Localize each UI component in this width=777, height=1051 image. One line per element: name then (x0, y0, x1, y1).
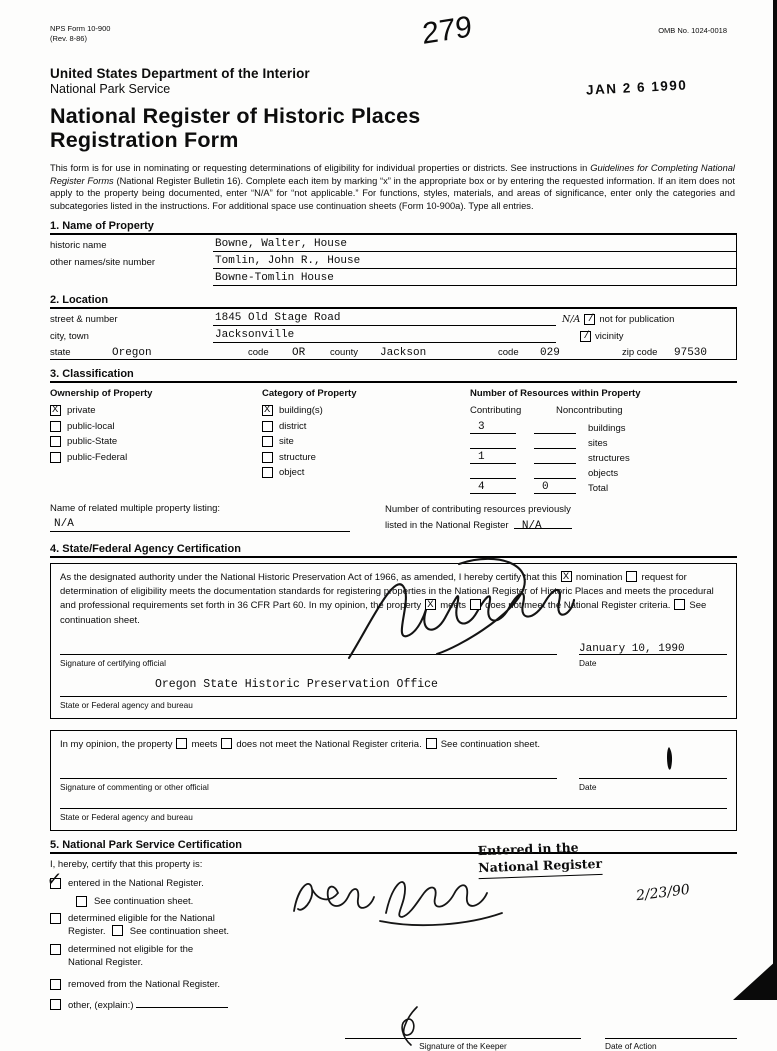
object-checkbox[interactable] (262, 467, 273, 478)
date-of-action-line (605, 1029, 737, 1039)
other-names-label: other names/site number (50, 257, 156, 269)
continuation-label-2: See continuation sheet. (440, 738, 540, 750)
contributing-buildings-value: 3 (470, 421, 516, 434)
continuation-checkbox-2[interactable] (426, 738, 437, 749)
category-option (262, 405, 470, 416)
site-checkbox[interactable] (262, 436, 273, 447)
private-label: private (67, 405, 96, 417)
continuation-checkbox[interactable] (674, 599, 685, 610)
district-label: district (279, 420, 307, 432)
date-of-action-label: Date of Action (605, 1040, 657, 1051)
noncontributing-objects-value (534, 478, 576, 479)
commenting-official-label: Signature of commenting or other official (60, 782, 209, 793)
related-listing-value: N/A (50, 518, 350, 532)
section5-heading: 5. National Park Service Certification (50, 839, 737, 854)
other-names-value-1: Tomlin, John R., House (213, 255, 736, 269)
not-eligible-label (68, 943, 193, 970)
meets-checkbox[interactable] (425, 599, 436, 610)
resources-header: Number of Resources within Property (470, 388, 641, 400)
not-for-publication-checkbox[interactable] (584, 314, 595, 325)
other-label: other, (explain:) (68, 999, 134, 1011)
district-checkbox[interactable] (262, 421, 273, 432)
instructions-paragraph (50, 162, 737, 212)
x-mark: X (52, 404, 59, 417)
buildings-label: building(s) (279, 405, 323, 417)
certifying-official-signature (341, 556, 576, 674)
category-option (262, 467, 470, 478)
date-label-2: Date (579, 782, 597, 793)
stamp-line-1: Entered in the (477, 839, 579, 859)
entered-continuation-label: See continuation sheet. (94, 895, 194, 907)
commenting-signature-line (60, 767, 557, 779)
na-handwritten: N/A (562, 314, 581, 326)
instructions-text-1: This form is for use in nominating or requesting determinations of eligibility for individual properties or districts. See instructions in (50, 163, 591, 174)
agency-line (60, 694, 727, 697)
form-meta-row (50, 10, 737, 60)
eligible-checkbox[interactable] (50, 913, 61, 924)
shpo-office-value: Oregon State Historic Preservation Office (155, 678, 438, 692)
street-row (50, 309, 736, 326)
classification-columns (50, 388, 737, 494)
private-checkbox[interactable] (50, 405, 61, 416)
resources-row-structures (470, 449, 737, 464)
contributing-label: Contributing (470, 405, 522, 417)
noncontributing-buildings-value (534, 433, 576, 434)
state-code-value: OR (292, 347, 306, 360)
removed-label: removed from the National Register. (68, 979, 221, 991)
date-label: Date (579, 657, 597, 668)
form-title-line1: National Register of Historic Places (50, 104, 421, 128)
ownership-option (50, 421, 262, 432)
previously-listed-label-1: Number of contributing resources previously (385, 504, 571, 516)
buildings-row-label: buildings (588, 423, 626, 435)
ownership-option (50, 452, 262, 463)
city-row (50, 326, 736, 343)
total-row-label: Total (588, 483, 609, 495)
vicinity-label: vicinity (595, 331, 624, 343)
section2-heading: 2. Location (50, 294, 737, 309)
city-value: Jacksonville (213, 329, 556, 343)
other-names-row-2 (50, 269, 736, 286)
previously-listed-block (385, 503, 737, 535)
not-for-publication-label: not for publication (599, 314, 675, 326)
agency-bureau-label-2: State or Federal agency and bureau (60, 811, 193, 822)
object-label: object (279, 467, 305, 479)
keeper-signature-area (50, 1029, 737, 1051)
ink-blot-mark (665, 747, 675, 773)
public-state-checkbox[interactable] (50, 436, 61, 447)
zip-label: zip code (622, 347, 658, 359)
public-local-checkbox[interactable] (50, 421, 61, 432)
county-value: Jackson (380, 347, 427, 360)
noncontributing-label: Noncontributing (556, 405, 623, 417)
resources-row-objects (470, 464, 737, 479)
not-eligible-label-line1: determined not eligible for the (68, 943, 194, 955)
signature-date-labels-2 (60, 781, 727, 793)
certification-box-1 (50, 563, 737, 719)
contributing-sites-value (470, 448, 516, 449)
buildings-checkbox[interactable] (262, 405, 273, 416)
section1-heading: 1. Name of Property (50, 220, 737, 235)
category-option (262, 436, 470, 447)
check-mark: ✓ (45, 866, 64, 894)
resources-row-total (470, 479, 737, 494)
x-mark: X (562, 570, 570, 583)
vicinity-checkbox[interactable] (580, 331, 591, 342)
cert-text-1: As the designated authority under the National Historic Preservation Act of 1966, as amended, I hereby certify that this (60, 571, 557, 583)
nps-cert-intro: I, hereby, certify that this property is: (50, 859, 203, 871)
zip-value: 97530 (674, 347, 708, 360)
agency-title: National Park Service (50, 82, 171, 96)
opinion-statement (60, 738, 727, 752)
public-local-label: public-local (67, 420, 115, 432)
code-label-1: code (248, 347, 269, 359)
other-names-row (50, 252, 736, 269)
keeper-signature-line (345, 1029, 581, 1039)
stamp-line-2: National Register (478, 856, 602, 879)
city-label: city, town (50, 331, 89, 343)
ownership-header: Ownership of Property (50, 388, 153, 400)
public-state-label: public-State (67, 436, 118, 448)
resources-subheaders (470, 405, 737, 416)
scan-edge-artifact (773, 0, 777, 1000)
sites-row-label: sites (588, 438, 608, 450)
pen-flourish-mark (395, 1005, 425, 1049)
handwritten-page-number: 279 (421, 10, 473, 51)
structure-label: structure (279, 451, 316, 463)
does-not-meet-checkbox-2[interactable] (221, 738, 232, 749)
keeper-signature (288, 873, 508, 933)
meets-label: meets (440, 600, 467, 612)
contributing-objects-value (470, 478, 516, 479)
not-eligible-checkbox[interactable] (50, 944, 61, 955)
agency-bureau-label: State or Federal agency and bureau (60, 699, 193, 710)
certifying-official-label: Signature of certifying official (60, 657, 166, 668)
form-title-line2: Registration Form (50, 127, 239, 152)
slash-mark: / (583, 330, 590, 343)
certification-date-value: January 10, 1990 (579, 641, 727, 655)
street-label: street & number (50, 314, 118, 326)
category-column (262, 388, 470, 494)
contributing-structures-value: 1 (470, 451, 516, 464)
eligible-continuation-label: See continuation sheet. (129, 925, 230, 937)
related-listing-label: Name of related multiple property listing: (50, 503, 221, 515)
x-mark: X (264, 404, 271, 417)
ownership-option (50, 405, 262, 416)
instructions-italic-title: Guidelines for Completing National Register Forms (50, 163, 735, 186)
date-line-2 (579, 765, 727, 779)
state-label: state (50, 347, 71, 359)
previously-listed-label-2: listed in the National Register (385, 519, 509, 531)
noncontributing-structures-value (534, 463, 576, 464)
does-not-meet-label: does not meet the National Register criteria. (485, 600, 671, 612)
ownership-column (50, 388, 262, 494)
meets-label-2: meets (191, 738, 218, 750)
previously-listed-line-2 (385, 518, 737, 535)
eligible-label-line1: determined eligible for the National (68, 912, 215, 924)
category-header: Category of Property (262, 388, 357, 400)
form-title (50, 105, 737, 152)
related-listing-block (50, 503, 385, 535)
eligible-label-line2: Register. (68, 925, 106, 937)
other-checkbox[interactable] (50, 999, 61, 1010)
public-federal-label: public-Federal (67, 451, 128, 463)
other-option (50, 998, 360, 1013)
structures-row-label: structures (588, 453, 630, 465)
not-for-publication-cluster (556, 314, 736, 326)
section3-heading: 3. Classification (50, 368, 737, 383)
site-label: site (279, 436, 294, 448)
scan-corner-artifact (733, 960, 777, 1000)
agency-line-2 (60, 806, 727, 809)
section2-fields (50, 309, 737, 360)
resources-row-buildings (470, 419, 737, 434)
form-number-line1: NPS Form 10-900 (50, 24, 111, 33)
historic-name-label: historic name (50, 240, 107, 252)
removed-option (50, 978, 360, 993)
county-label: county (330, 347, 358, 359)
form-number (50, 24, 110, 44)
does-not-meet-label-2: does not meet the National Register criteria. (236, 738, 422, 750)
public-federal-checkbox[interactable] (50, 452, 61, 463)
not-eligible-label-line2: National Register. (68, 957, 143, 968)
previously-listed-value: N/A (514, 520, 572, 532)
state-row (50, 343, 736, 360)
other-explain-blank (136, 998, 228, 1008)
instructions-text-2: (National Register Bulletin 16). Complete each item by marking “x” in the appropriate box or by entering the requested information. If an item does not apply to the property being documented, enter “N/A” for “not applicable.” For functions, styles, materials, and areas of significance, enter only the categories and subcategories listed in the instructions. For additional space use continuation sheets (Form 10-900a). Type all entries. (50, 175, 735, 211)
continuation-label: See continuation sheet. (60, 600, 707, 626)
resources-row-sites (470, 434, 737, 449)
keeper-label: Signature of the Keeper (419, 1040, 507, 1051)
resources-column (470, 388, 737, 494)
certification-box-2 (50, 730, 737, 831)
not-eligible-option (50, 943, 360, 970)
omb-number: OMB No. 1024-0018 (658, 26, 727, 35)
objects-row-label: objects (588, 468, 619, 480)
county-code-value: 029 (540, 347, 560, 360)
other-names-label-blank (50, 285, 213, 286)
x-mark: X (427, 599, 434, 612)
department-title: United States Department of the Interior (50, 66, 310, 81)
entered-date-handwritten: 2/23/90 (635, 881, 691, 905)
noncontributing-total-value: 0 (534, 481, 576, 494)
request-checkbox[interactable] (626, 571, 637, 582)
form-number-line2: (Rev. 8-86) (50, 34, 87, 44)
code-label-2: code (498, 347, 519, 359)
category-option (262, 452, 470, 463)
cert-text-2: request for determination of eligibility meets the documentation standards for registering properties in the National Register of Historic Places and meets the procedural and professional requirements set forth in 36 CFR Part 60. In my opinion, the property (60, 571, 714, 612)
state-value: Oregon (112, 347, 152, 360)
nomination-label: nomination (575, 571, 623, 583)
section1-fields (50, 235, 737, 286)
other-names-value-2: Bowne-Tomlin House (213, 272, 736, 286)
street-value: 1845 Old Stage Road (213, 312, 556, 326)
vicinity-cluster (556, 331, 736, 343)
slash-mark: / (587, 313, 595, 326)
eligible-label (68, 912, 229, 939)
eligible-continuation-checkbox[interactable] (112, 925, 123, 936)
classification-bottom (50, 503, 737, 535)
section4-heading: 4. State/Federal Agency Certification (50, 543, 737, 558)
does-not-meet-checkbox[interactable] (470, 599, 481, 610)
removed-checkbox[interactable] (50, 979, 61, 990)
entered-continuation-checkbox[interactable] (76, 896, 87, 907)
noncontributing-sites-value (534, 448, 576, 449)
historic-name-row (50, 235, 736, 252)
meets-checkbox-2[interactable] (176, 738, 187, 749)
signature-date-row-2 (60, 765, 727, 779)
entered-label: entered in the National Register. (68, 878, 204, 890)
received-date-stamp: JAN 2 6 1990 (585, 77, 688, 98)
historic-name-value: Bowne, Walter, House (213, 238, 736, 252)
opinion-text-1: In my opinion, the property (60, 738, 173, 750)
ownership-option (50, 436, 262, 447)
nomination-checkbox[interactable] (561, 571, 572, 582)
category-option (262, 421, 470, 432)
contributing-total-value: 4 (470, 481, 516, 494)
structure-checkbox[interactable] (262, 452, 273, 463)
